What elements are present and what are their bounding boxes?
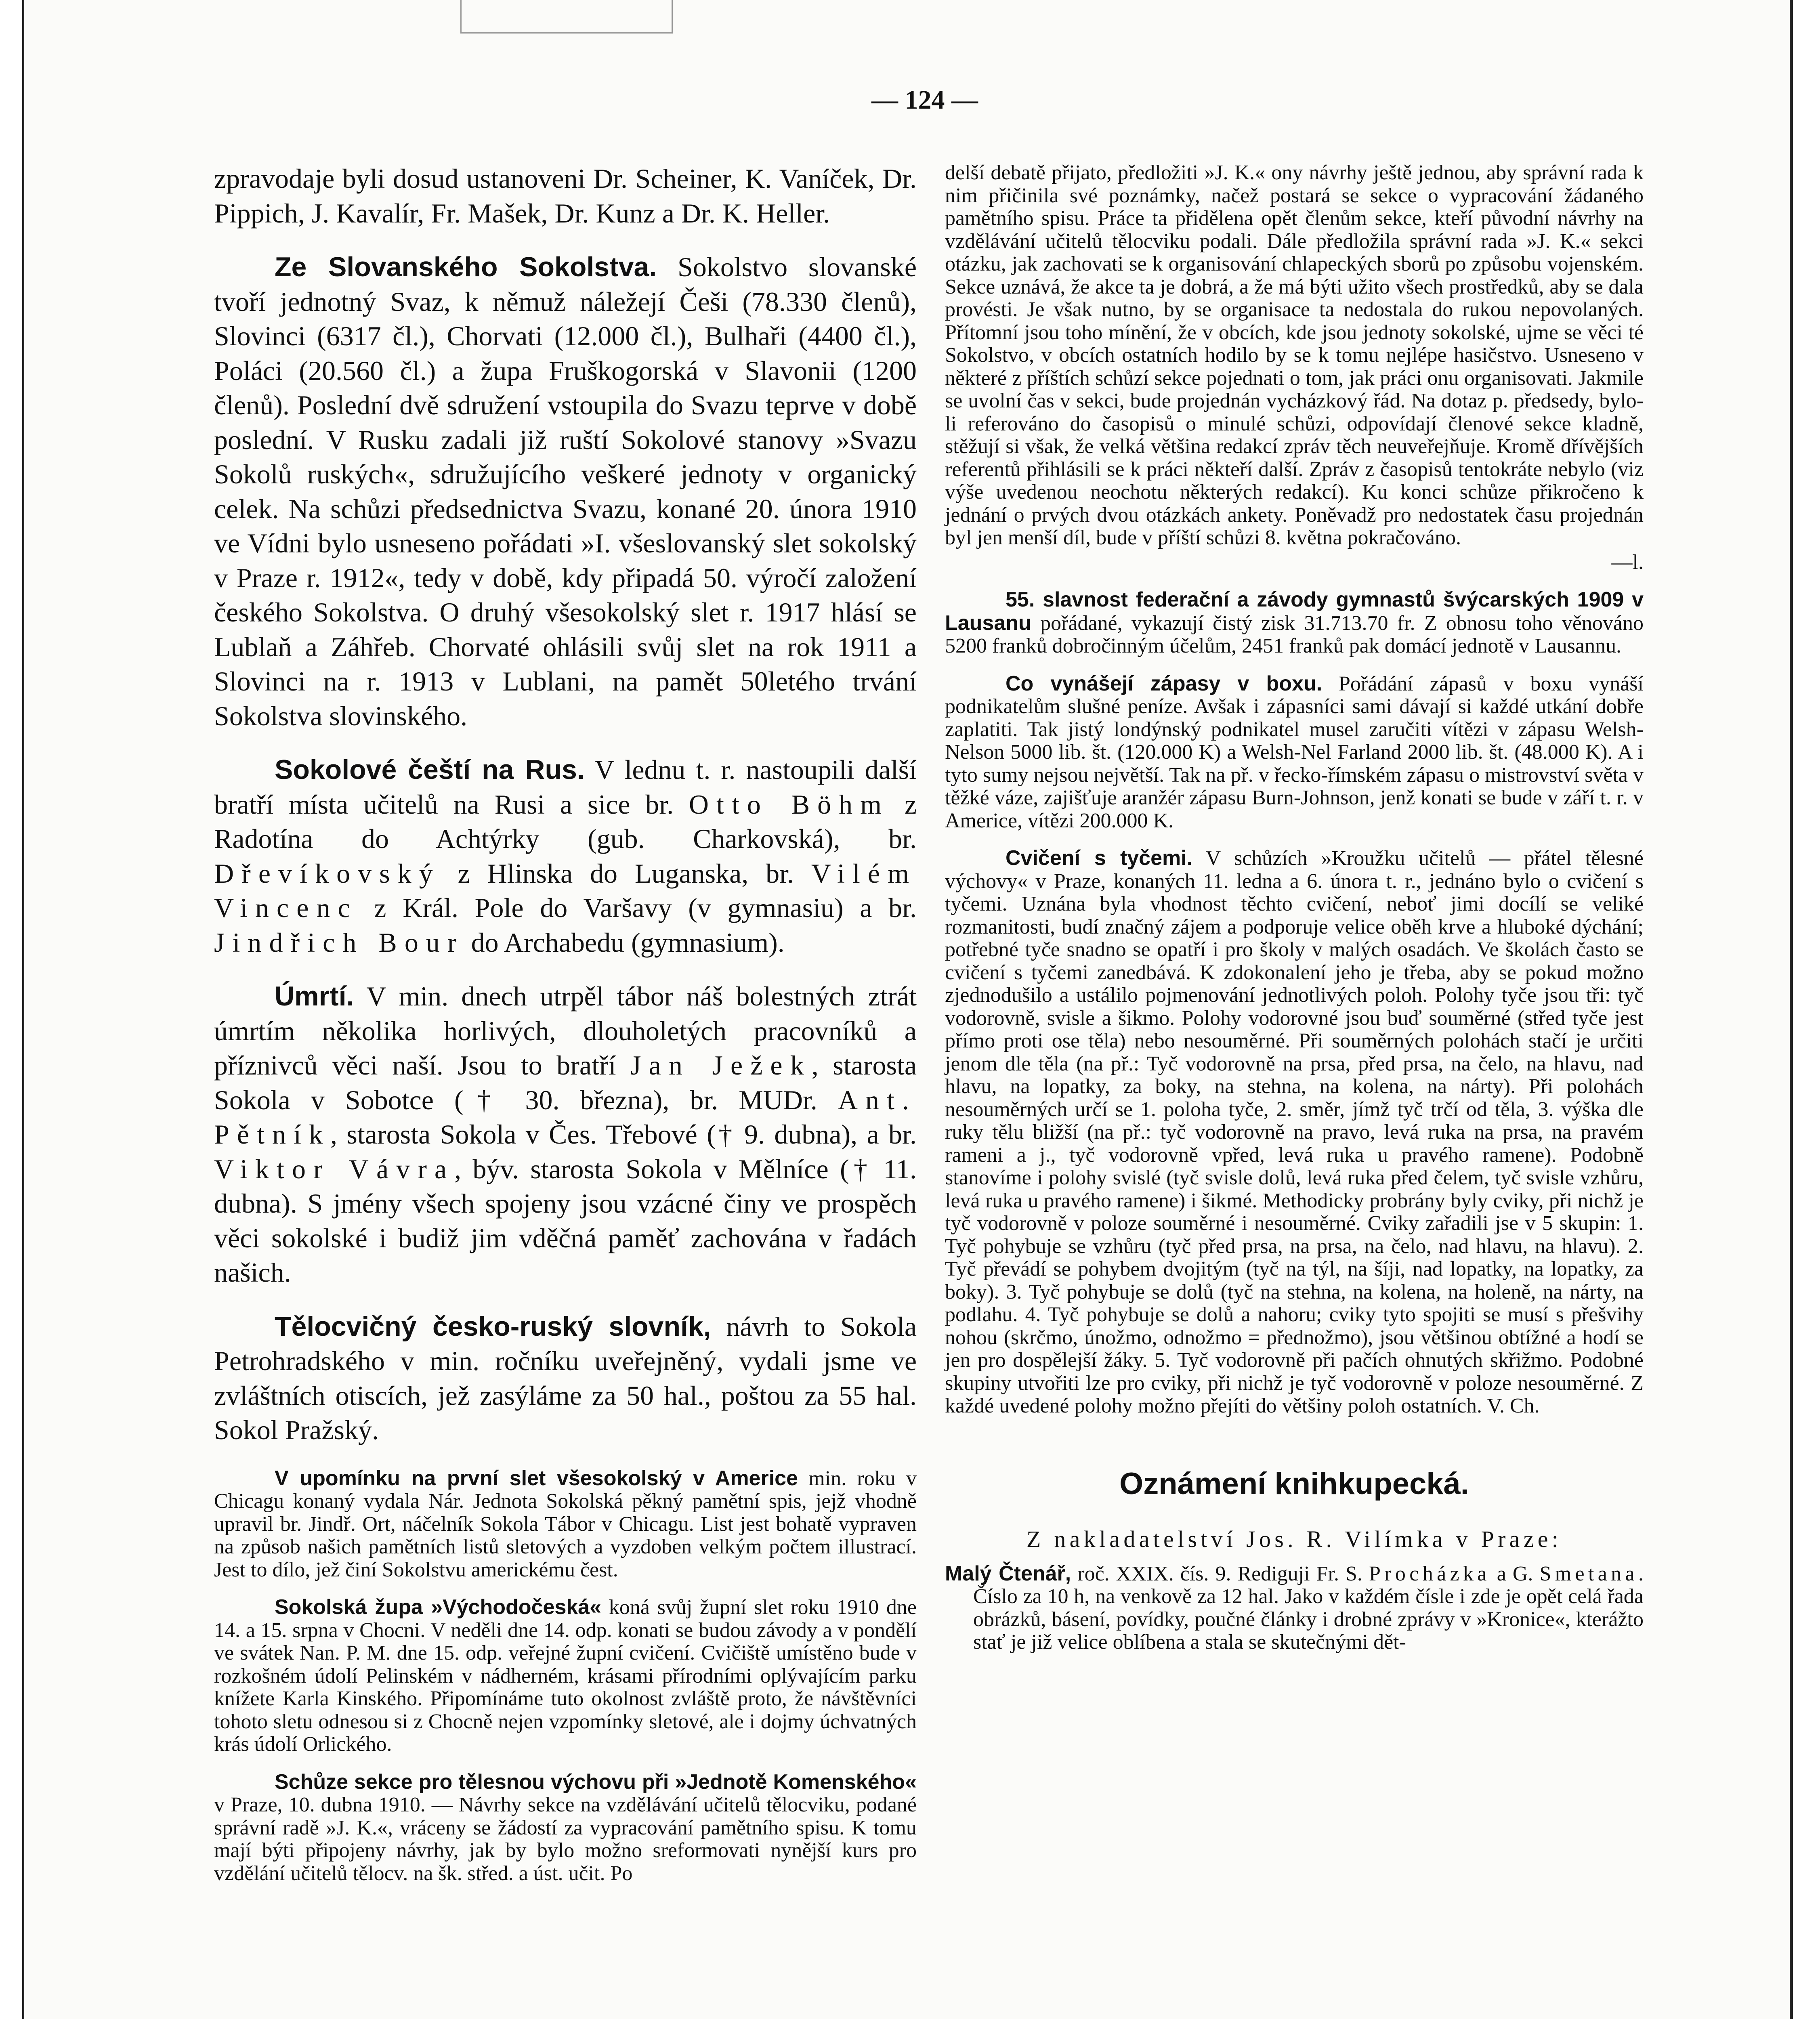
rus-name-2: Dřevíkovský <box>214 858 441 889</box>
rus-heading: Sokolové čeští na Rus. <box>275 754 585 785</box>
announcement-entry <box>945 1562 1644 1654</box>
slovnik-paragraph <box>214 1310 917 1448</box>
announcement-name-2: Smetana <box>1539 1562 1639 1585</box>
amerika-heading: V upomínku na první slet všesokolský v Americe <box>275 1466 798 1490</box>
slovansky-paragraph <box>214 250 917 733</box>
box-heading: Co vynášejí zápasy v boxu. <box>1006 672 1322 695</box>
umrti-text-2: , starosta Sokola v Sobotce († 30. března), br. MUDr. <box>214 1050 917 1115</box>
tycemi-heading: Cvičení s tyčemi. <box>1006 846 1193 870</box>
umrti-name-2: Ant. Pětník <box>214 1084 917 1150</box>
continuation-paragraph: delší debatě přijato, předložiti »J. K.« ony návrhy ještě jednou, aby správní rada k nim přičinila své poznámky, načež postará se sekce o vypracování žádaného pamětního spisu. Práce ta přidělena opět členům sekce, kteří původní návrhy na vzdělávání učitelů tělocviku podali. Dále předložila správní rada »J. K.« sekci otázku, jak zachovati se k organisování chlapeckých sborů po způsobu vojenském. Sekce uznává, že akce ta je dobrá, a že má býti užito všech prostředků, aby se dala provésti. Je však nutno, by se organisace ta nedostala do rukou nepovolaných. Přítomní jsou toho mínění, že v obcích, kde jsou jednoty sokolské, ujme se věci té Sokolstvo, v obcích ostatních hodilo by se k tomu nejlépe hasičstvo. Usneseno v některé z příštích schůzí sekce pojednati o tom, jak práci onu organisovati. Jakmile se uvolní čas v sekci, bude projednán vycházkový řád. Na dotaz p. předsedy, bylo-li referováno do časopisů o minulé schůzi, odpovídají členové sekce kladně, stěžují si však, že velká většina redakcí zpráv těch neuveřejňuje. Kromě dřívějších referentů přihlásili se k práci někteří další. Zpráv z časopisů tentokráte nebylo (viz výše uvedenou neochotu některých redakcí). Ku konci schůze přikročeno k jednání o prvých dvou otázkách ankety. Poněvadž pro nedostatek času projednán byl jen menší díl, bude v příští schůzi 8. května pokračováno. <box>945 161 1644 549</box>
announcement-magazine: Malý Čtenář, <box>945 1561 1071 1585</box>
vychodoceska-heading: Sokolská župa »Východočeská« <box>275 1595 602 1619</box>
left-column <box>214 162 917 1899</box>
lausanne-text: pořádané, vykazují čistý zisk 31.713.70 fr. Z obnosu toho věnováno 5200 franků dobročinným účelům, 2451 franků pak domácí jednotě v Lausannu. <box>945 611 1644 657</box>
box-text: Pořádání zápasů v boxu vynáší podnikatelům slušné peníze. Avšak i zápasníci sami dávají si každé utkání dobře zaplatiti. Tak jistý londýnský podnikatel musel zaručiti vítězi v zápasu Welsh-Nelson 5000 lib. št. (120.000 K) a Welsh-Nel Farland 2000 lib. št. (48.000 K). A i tyto sumy nejsou největší. Tak na př. v řecko-římském zápasu o mistrovství světa v těžké váze, zajišťuje aranžér zápasu Burn-Johnson, jenž konati se bude v září t. r. v Americe, vítězi 200.000 K. <box>945 672 1644 832</box>
schuze-heading: Schůze sekce pro tělesnou výchovu při »Jednotě Komenského« <box>275 1770 917 1794</box>
intro-paragraph: zpravodaje byli dosud ustanoveni Dr. Scheiner, K. Vaníček, Dr. Pippich, J. Kavalír, Fr. Mašek, Dr. Kunz a Dr. K. Heller. <box>214 163 917 229</box>
tycemi-text: V schůzích »Kroužku učitelů — přátel tělesné výchovy« v Praze, konaných 11. ledna a 6. února t. r., jednáno bylo o cvičení s tyčemi. Uznána byla vhodnost těchto cvičení, neboť jimi docílí se veliké rozmanitosti, budí značný zájem a podporuje velice oběh krve a hluboké dýchání; potřebné tyče snadno se opatří i pro školy v malých osadách. Ve školách často se cvičení s tyčemi zanedbává. K zdokonalení jeho je třeba, aby se pokud možno zjednodušilo a ustálilo pojmenování jednotlivých poloh. Polohy tyče jsou tři: tyč vodorovně, svisle a šikmo. Polohy vodorovné jsou buď souměrné (střed tyče jest přímo proti ose těla) nebo nesouměrné. Při souměrných polohách stačí je určiti jenom dle těla (na př.: Tyč vodorovně na prsa, před prsa, na čelo, na hlavu, nad hlavu, na lopatky, za boky, na stehna, na kolena, na nárty). Při polohách nesouměrných určí se 1. poloha tyče, 2. směr, jímž tyč trčí od těla, 3. výška dle ruky tělu bližší (na př.: tyč vodorovně na pravo, levá ruka na prsa, na pravém rameni a j., tyč vodorovně vpřed, levá ruka u pravého ramene). Podobně stanovíme i polohy svislé (tyč svisle dolů, levá ruka před čelem, tyč svisle vzhůru, levá ruka u pravého ramene) i šikmé. Methodicky probrány byly cviky, při nichž je tyč vodorovně v poloze souměrné i nesouměrné. Cviky zařadili jse v 5 skupin: 1. Tyč pohybuje se vzhůru (tyč před prsa, na prsa, na čelo, nad hlavu, na hlavu). 2. Tyč převádí se pohybem dvojitým (tyč na týl, na šíji, nad lopatky, na lopatky, za boky). 3. Tyč pohybuje se dolů (tyč na stehna, na kolena, na holeně, na nárty, na podlahu. 4. Tyč pohybuje se dolů a nahoru; cviky tyto spojiti se musí s přešvihy nohou (skrčmo, únožmo, odnožmo = přednožmo), jsou většinou obtížné a hodí se jen pro dospělejší žáky. 5. Tyč vodorovně při pačích ohnutých skřižmo. Podobné skupiny utvořiti lze pro cviky, při nichž je tyč vodorovně v poloze nesouměrné. Z každé uvedené polohy možno přejíti do většiny poloh ostatních. V. Ch. <box>945 847 1644 1417</box>
library-stamp <box>460 0 673 34</box>
announcement-text-2: a G. <box>1497 1562 1533 1585</box>
amerika-text: min. roku v Chicagu konaný vydala Nár. Jednota Sokolská pěkný pamětní spis, jejž vhodně upravil br. Jindř. Ort, náčelník Sokola Tábor v Chicagu. List jest bohatě vypraven na způsob našich pamětních listů sletových a vyzdoben velkým počtem illustrací. Jest to dílo, jež činí Sokolstvu americkému čest. <box>214 1467 917 1581</box>
right-column <box>945 162 1644 1669</box>
rus-name-4: Jindřich Bour <box>214 927 464 958</box>
slovansky-heading: Ze Slovanského Sokolstva. <box>275 252 657 282</box>
rus-text-4: z Král. Pole do Varšavy (v gymnasiu) a br. <box>374 892 917 923</box>
slovnik-heading: Tělocvičný česko-ruský slovník, <box>275 1311 711 1342</box>
announcement-title: Oznámení knihkupecká. <box>1119 1466 1469 1501</box>
announcement-publisher: Z nakladatelství Jos. R. Vilímka v Praze: <box>1026 1526 1562 1552</box>
rus-text-3: z Hlinska do Luganska, br. <box>458 858 794 889</box>
umrti-name-3: Viktor Vávra <box>214 1153 455 1184</box>
tycemi-paragraph <box>945 847 1644 1418</box>
rus-name-3: Vilém Vincenc <box>214 858 917 923</box>
amerika-paragraph <box>214 1467 917 1582</box>
slovnik-text: návrh to Sokola Petrohradského v min. ročníku uveřejněný, vydali jsme ve zvláštních otiscích, jež zasýláme za 50 hal., poštou za 55 hal. Sokol Pražský. <box>214 1311 917 1445</box>
announcement-text-3: . Číslo za 10 h, na venkově za 12 hal. Jako v každém čísle i zde je opět celá řada obrázků, básení, povídky, poučné články i drobné zprávy v »Kronice«, kterážto stať je již velice oblíbena a stala se skutečnými dět- <box>973 1562 1644 1654</box>
slovansky-text: Sokolstvo slovanské tvoří jednotný Svaz, k němuž náležejí Češi (78.330 členů), Slovinci (6317 čl.), Chorvati (12.000 čl.), Bulhaři (4400 čl.), Poláci (20.560 čl.) a župa Fruškogorská v Slavonii (1200 členů). Poslední dvě sdružení vstoupila do Svazu teprve v době poslední. V Rusku zadali již ruští Sokolové stanovy »Svazu Sokolů ruských«, sdružujícího veškeré jednoty v organický celek. Na schůzi předsednictva Svazu, konané 20. února 1910 ve Vídni bylo usneseno pořádati »I. všeslovanský slet sokolský v Praze r. 1912«, tedy v době, kdy připadá 50. výročí založení českého Sokolstva. O druhý všesokolský slet r. 1917 hlásí se Lublaň a Záhřeb. Chorvaté ohlásili svůj slet na rok 1911 a Slovinci na r. 1913 v Lublani, na pamět 50letého trvání Sokolstva slovinského. <box>214 252 917 731</box>
announcement-text-1: roč. XXIX. čís. 9. Rediguji Fr. S. <box>1077 1562 1362 1585</box>
umrti-text-1: V min. dnech utrpěl tábor náš bolestných ztrát úmrtím několika horlivých, dlouholetých pracovníků a příznivců věci naší. Jsou to bratří <box>214 981 917 1081</box>
umrti-paragraph <box>214 979 917 1290</box>
rus-name-1: Otto Böhm <box>689 789 890 820</box>
umrti-name-1: Jan Ježek <box>630 1050 812 1081</box>
schuze-paragraph <box>214 1771 917 1885</box>
rus-paragraph <box>214 753 917 960</box>
umrti-text-4: , býv. starosta Sokola v Mělníce († 11. dubna). S jmény všech spojeny jsou vzácné činy ve prospěch věci sokolské i budiž jim vděčná paměť zachována v řadách našich. <box>214 1153 917 1288</box>
lausanne-heading: 55. slavnost federační a závody gymnastů švýcarských 1909 v Lausanu <box>945 588 1644 635</box>
umrti-heading: Úmrtí. <box>275 981 354 1012</box>
rus-text-1: V lednu t. r. nastoupili další bratří místa učitelů na Rusi a sice br. <box>214 754 917 820</box>
vychodoceska-paragraph <box>214 1596 917 1756</box>
page-number: — 124 — <box>871 85 978 115</box>
signature: —l. <box>1611 550 1644 574</box>
schuze-text: v Praze, 10. dubna 1910. — Návrhy sekce na vzdělávání učitelů tělocviku, podané správní radě »J. K.«, vráceny se žádostí za vypracování pamětního spisu. K tomu mají býti připojeny návrhy, jak by bylo možno sreformovati nynější kurs pro vzdělání učitelů tělocv. na šk. střed. a úst. učit. Po <box>214 1793 917 1885</box>
announcement-name-1: Procházka <box>1369 1562 1490 1585</box>
lausanne-paragraph <box>945 588 1644 658</box>
rus-text-2: z Radotína do Achtýrky (gub. Charkovská), br. <box>214 789 917 854</box>
vychodoceska-text: koná svůj župní slet roku 1910 dne 14. a 15. srpna v Chocni. V neděli dne 14. odp. konati se budou závody a v pondělí ve svátek Nan. P. M. dne 15. odp. veřejné župní cvičení. Cvičiště umístěno bude v rozkošném údolí Pelinském v nádherném, krásami přírodními oplývajícím parku knížete Karla Kinského. Připomínáme tuto okolnost zvláště proto, že návštěvníci tohoto sletu odnesou si z Chocně nejen vzpomínky sletové, ale i dojmy úchvatných krás údolí Orlického. <box>214 1596 917 1756</box>
umrti-text-3: , starosta Sokola v Čes. Třebové († 9. dubna), a br. <box>330 1119 917 1150</box>
rus-text-5: do Archabedu (gymnasium). <box>471 927 785 958</box>
box-paragraph <box>945 672 1644 833</box>
